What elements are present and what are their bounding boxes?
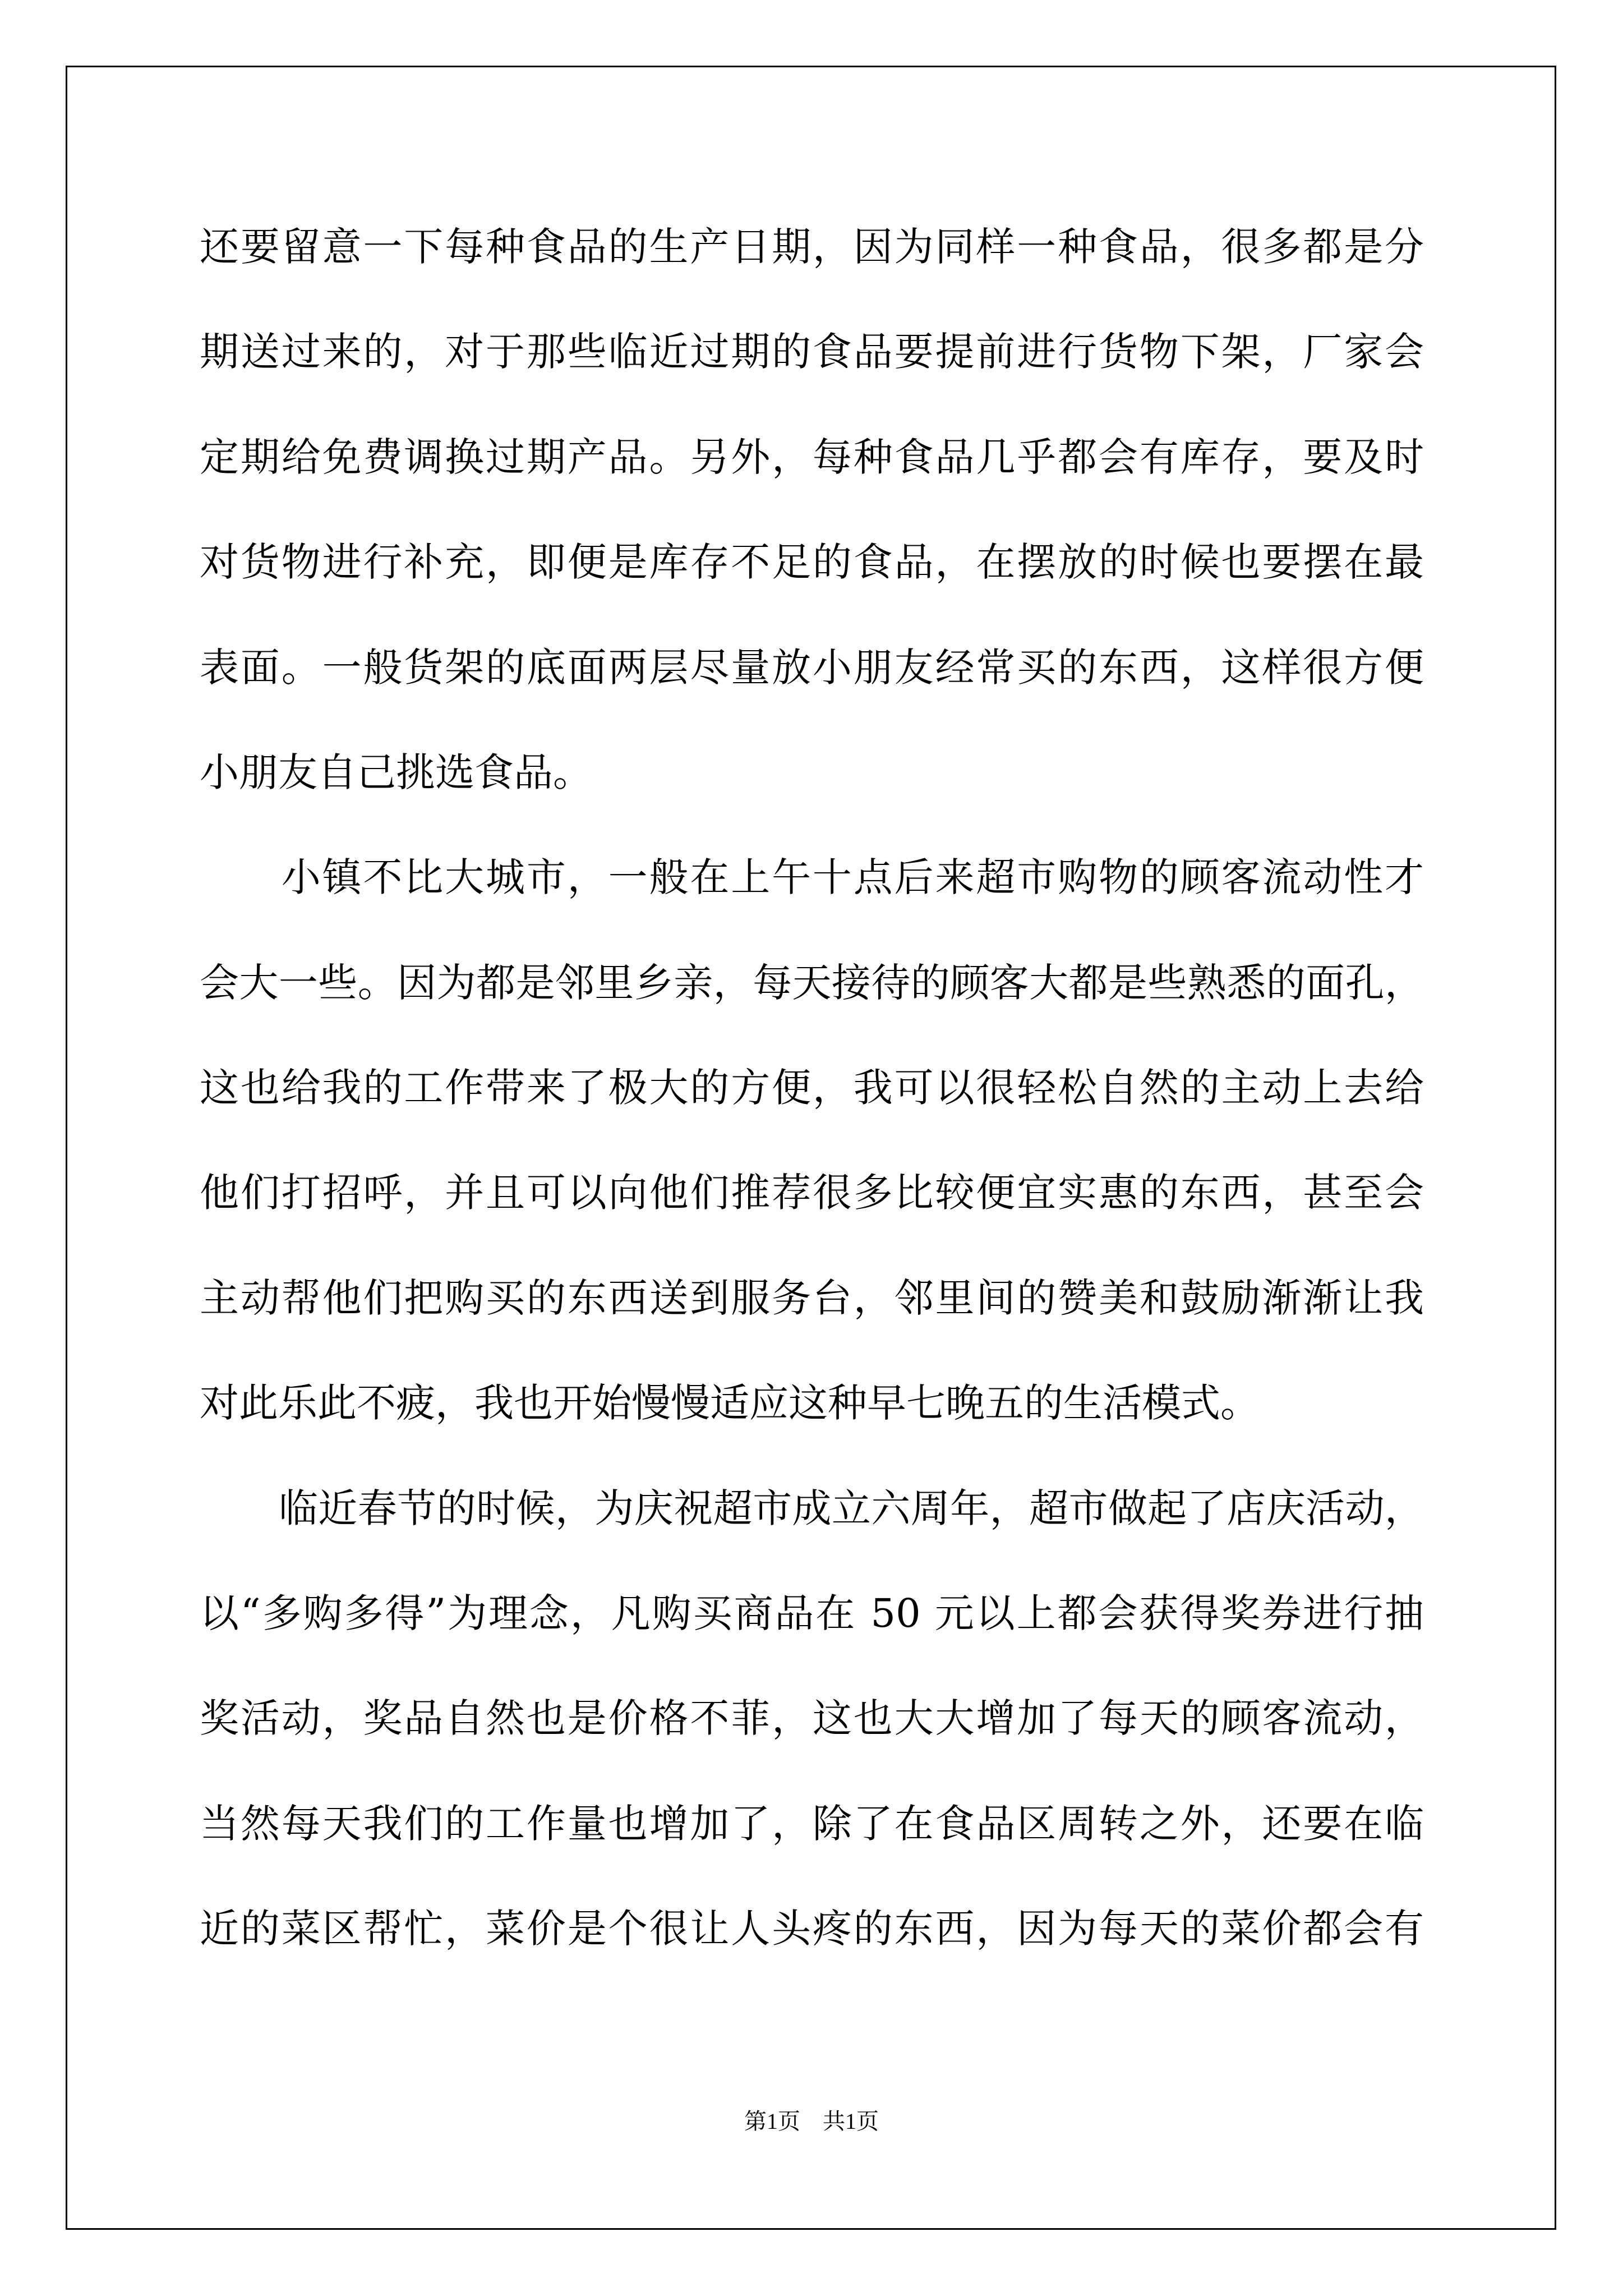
body-text-line: 当然每天我们的工作量也增加了，除了在食品区周转之外，还要在临 [200,1801,1424,1847]
body-text-line: 还要留意一下每种食品的生产日期，因为同样一种食品，很多都是分 [200,224,1424,270]
body-text-line: 会大一些。因为都是邻里乡亲，每天接待的顾客大都是些熟悉的面孔， [200,960,1424,1006]
body-text-line: 主动帮他们把购买的东西送到服务台，邻里间的赞美和鼓励渐渐让我 [200,1275,1424,1321]
body-text-line: 临近春节的时候，为庆祝超市成立六周年，超市做起了店庆活动， [200,1485,1424,1531]
body-text-line: 小朋友自己挑选食品。 [200,749,592,795]
body-text-line: 以“多购多得”为理念，凡购买商品在 50 元以上都会获得奖券进行抽 [200,1590,1424,1636]
body-text-line: 对货物进行补充，即便是库存不足的食品，在摆放的时候也要摆在最 [200,539,1424,585]
body-text-line: 期送过来的，对于那些临近过期的食品要提前进行货物下架，厂家会 [200,329,1424,375]
body-text-line: 对此乐此不疲，我也开始慢慢适应这种早七晚五的生活模式。 [200,1380,1260,1426]
body-text-line: 奖活动，奖品自然也是价格不菲，这也大大增加了每天的顾客流动， [200,1695,1424,1741]
body-text-line: 表面。一般货架的底面两层尽量放小朋友经常买的东西，这样很方便 [200,645,1424,691]
body-text-line: 定期给免费调换过期产品。另外，每种食品几乎都会有库存，要及时 [200,434,1424,480]
body-text-line: 他们打招呼，并且可以向他们推荐很多比较便宜实惠的东西，甚至会 [200,1170,1424,1216]
body-text-line: 这也给我的工作带来了极大的方便，我可以很轻松自然的主动上去给 [200,1065,1424,1111]
page-footer: 第1页 共1页 [744,2109,879,2134]
body-text-line: 小镇不比大城市，一般在上午十点后来超市购物的顾客流动性才 [200,854,1424,900]
body-text-line: 近的菜区帮忙，菜价是个很让人头疼的东西，因为每天的菜价都会有 [200,1906,1424,1952]
